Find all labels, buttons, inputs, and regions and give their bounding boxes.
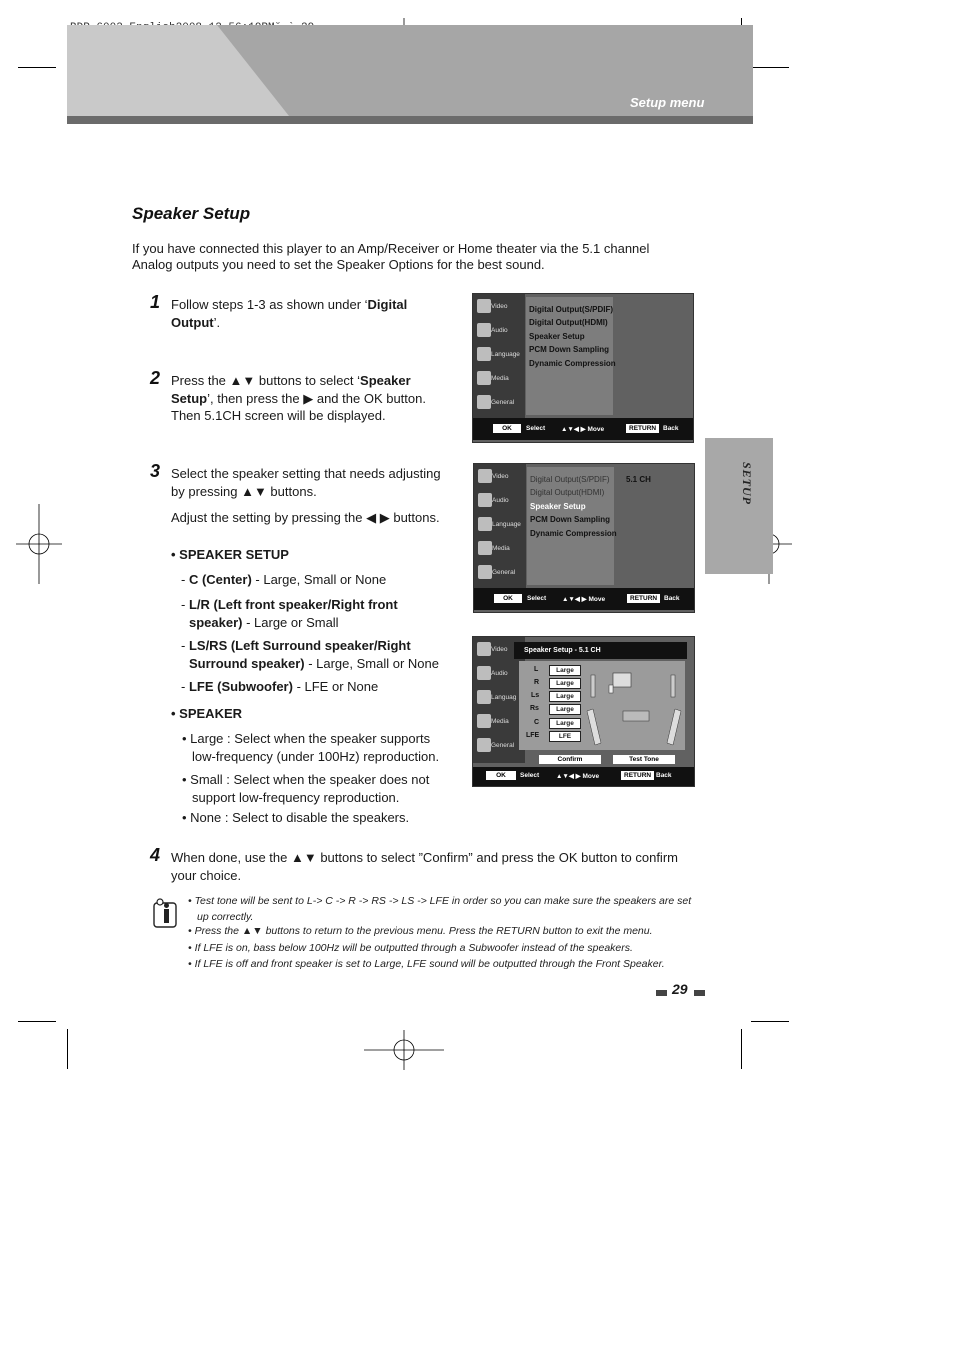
ok-key: OK <box>494 594 522 603</box>
speaker-value[interactable]: LFE <box>549 731 581 742</box>
option-hdmi: Digital Output(HDMI) <box>530 488 605 497</box>
media-icon <box>477 714 491 728</box>
video-icon <box>478 469 492 483</box>
media-icon <box>477 371 491 385</box>
step-4-text: When done, use the ▲▼ buttons to select ”Confirm” and press the OK button to confirm your choice. <box>171 850 678 883</box>
menu-video: Video <box>476 467 524 489</box>
move-label: ▲▼◀ ▶ Move <box>556 773 600 780</box>
gear-icon <box>477 738 491 752</box>
speaker-value[interactable]: Large <box>549 718 581 729</box>
menu-video: Video <box>475 640 523 662</box>
center-option: - C (Center) - Large, Small or None <box>181 572 387 587</box>
confirm-button[interactable]: Confirm <box>539 755 601 764</box>
front-lr-option: - L/R (Left front speaker/Right front speaker) - Large or Small <box>181 597 398 630</box>
option-hdmi: Digital Output(HDMI) <box>529 318 608 327</box>
speaker-label: Rs <box>530 705 539 712</box>
step-2-text: Press the ▲▼ buttons to select ‘Speaker Setup’, then press the ▶ and the OK button. Then 5.1CH screen will be displayed. <box>171 373 426 423</box>
return-key: RETURN <box>621 771 654 780</box>
speaker-large-desc: • Large : Select when the speaker supports low-frequency (under 100Hz) reproduction. <box>182 731 440 764</box>
back-label: Back <box>656 772 672 779</box>
speaker-setup-heading: • SPEAKER SETUP <box>171 547 289 562</box>
speaker-value[interactable]: Large <box>549 704 581 715</box>
note-item: • If LFE is on, bass below 100Hz will be outputted through a Subwoofer instead of the speakers. <box>188 942 633 954</box>
menu-audio: Audio <box>476 491 524 513</box>
video-icon <box>477 299 491 313</box>
select-label: Select <box>520 772 540 779</box>
crop-mark <box>751 1021 789 1022</box>
step-3-text: Select the speaker setting that needs adjusting by pressing ▲▼ buttons. <box>171 466 441 499</box>
crop-mark <box>741 1029 742 1069</box>
gear-icon <box>477 395 491 409</box>
menu-audio: Audio <box>475 321 523 343</box>
speaker-label: Ls <box>531 692 540 699</box>
audio-icon <box>477 666 491 680</box>
option-spdif: Digital Output(S/PDIF) <box>530 475 610 484</box>
media-icon <box>478 541 492 555</box>
video-icon <box>477 642 491 656</box>
step-number: 3 <box>150 461 161 481</box>
speaker-layout-icon <box>585 665 685 747</box>
speaker-label: LFE <box>526 732 540 739</box>
step-number: 4 <box>150 845 161 865</box>
menu-general: General <box>476 563 524 585</box>
move-label: ▲▼◀ ▶ Move <box>561 426 605 433</box>
return-key: RETURN <box>626 424 659 433</box>
page-number: 29 <box>672 981 688 997</box>
back-label: Back <box>663 425 679 432</box>
registration-target-icon <box>364 1030 444 1070</box>
page-number-bar <box>656 990 667 996</box>
lfe-option: - LFE (Subwoofer) - LFE or None <box>181 679 379 694</box>
note-item: • If LFE is off and front speaker is set to Large, LFE sound will be outputted through the Front Speaker. <box>188 958 665 970</box>
speaker-value[interactable]: Large <box>549 678 581 689</box>
back-label: Back <box>664 595 680 602</box>
screen-speaker-config <box>472 636 695 787</box>
test-tone-button[interactable]: Test Tone <box>613 755 675 764</box>
intro-text: If you have connected this player to an Amp/Receiver or Home theater via the 5.1 channel Analog outputs you need to set the Speaker Options for the best sound. <box>132 241 650 272</box>
sub-value: 5.1 CH <box>626 475 651 484</box>
registration-target-icon <box>16 504 62 584</box>
menu-language: Language <box>476 515 524 537</box>
select-label: Select <box>527 595 547 602</box>
speaker-label: L <box>534 666 539 673</box>
speaker-setup-title: Speaker Setup - 5.1 CH <box>524 647 601 654</box>
surround-option: - LS/RS (Left Surround speaker/Right Surround speaker) - Large, Small or None <box>181 638 439 671</box>
crop-mark <box>18 1021 56 1022</box>
header-strip <box>67 116 753 124</box>
select-label: Select <box>526 425 546 432</box>
crop-mark <box>751 67 789 68</box>
ok-key: OK <box>493 424 521 433</box>
menu-language: Languag <box>475 688 523 710</box>
step-3-adjust-text: Adjust the setting by pressing the ◀ ▶ buttons. <box>171 510 440 525</box>
speaker-heading: • SPEAKER <box>171 706 243 721</box>
option-drc: Dynamic Compression <box>529 359 616 368</box>
crop-mark <box>18 67 56 68</box>
option-speaker-setup: Speaker Setup <box>530 502 586 511</box>
option-spdif: Digital Output(S/PDIF) <box>529 305 613 314</box>
language-icon <box>477 347 491 361</box>
step-number: 2 <box>150 368 161 388</box>
page-number-bar <box>694 990 705 996</box>
speaker-small-desc: • Small : Select when the speaker does not support low-frequency reproduction. <box>182 772 430 805</box>
section-title: Setup menu <box>630 95 705 110</box>
speaker-label: C <box>534 719 540 726</box>
note-item: • Press the ▲▼ buttons to return to the previous menu. Press the RETURN button to exit the menu. <box>188 925 653 937</box>
menu-general: General <box>475 393 523 415</box>
audio-icon <box>478 493 492 507</box>
option-pcm: PCM Down Sampling <box>530 515 610 524</box>
page-title: Speaker Setup <box>132 204 251 223</box>
speaker-label: R <box>534 679 540 686</box>
option-speaker-setup: Speaker Setup <box>529 332 585 341</box>
return-key: RETURN <box>627 594 660 603</box>
menu-language: Language <box>475 345 523 367</box>
info-icon <box>152 897 180 929</box>
screen-speaker-select <box>473 463 695 613</box>
speaker-value[interactable]: Large <box>549 665 581 676</box>
menu-audio: Audio <box>475 664 523 686</box>
menu-general: General <box>475 736 523 758</box>
move-label: ▲▼◀ ▶ Move <box>562 596 606 603</box>
speaker-value[interactable]: Large <box>549 691 581 702</box>
step-1-text: Follow steps 1-3 as shown under ‘Digital Output’. <box>171 297 408 330</box>
crop-mark <box>67 1029 68 1069</box>
side-tab: SETUP <box>705 438 773 574</box>
screen-audio-menu <box>472 293 694 443</box>
menu-video: Video <box>475 297 523 319</box>
language-icon <box>478 517 492 531</box>
gear-icon <box>478 565 492 579</box>
menu-media: Media <box>476 539 524 561</box>
ok-key: OK <box>486 771 516 780</box>
language-icon <box>477 690 491 704</box>
option-pcm: PCM Down Sampling <box>529 345 609 354</box>
speaker-none-desc: • None : Select to disable the speakers. <box>182 810 410 825</box>
note-item: • Test tone will be sent to L-> C -> R -> RS -> LS -> LFE in order so you can make sure the speakers are set up correctly. <box>188 895 692 923</box>
menu-media: Media <box>475 369 523 391</box>
step-number: 1 <box>150 292 161 312</box>
option-drc: Dynamic Compression <box>530 529 617 538</box>
audio-icon <box>477 323 491 337</box>
menu-media: Media <box>475 712 523 734</box>
